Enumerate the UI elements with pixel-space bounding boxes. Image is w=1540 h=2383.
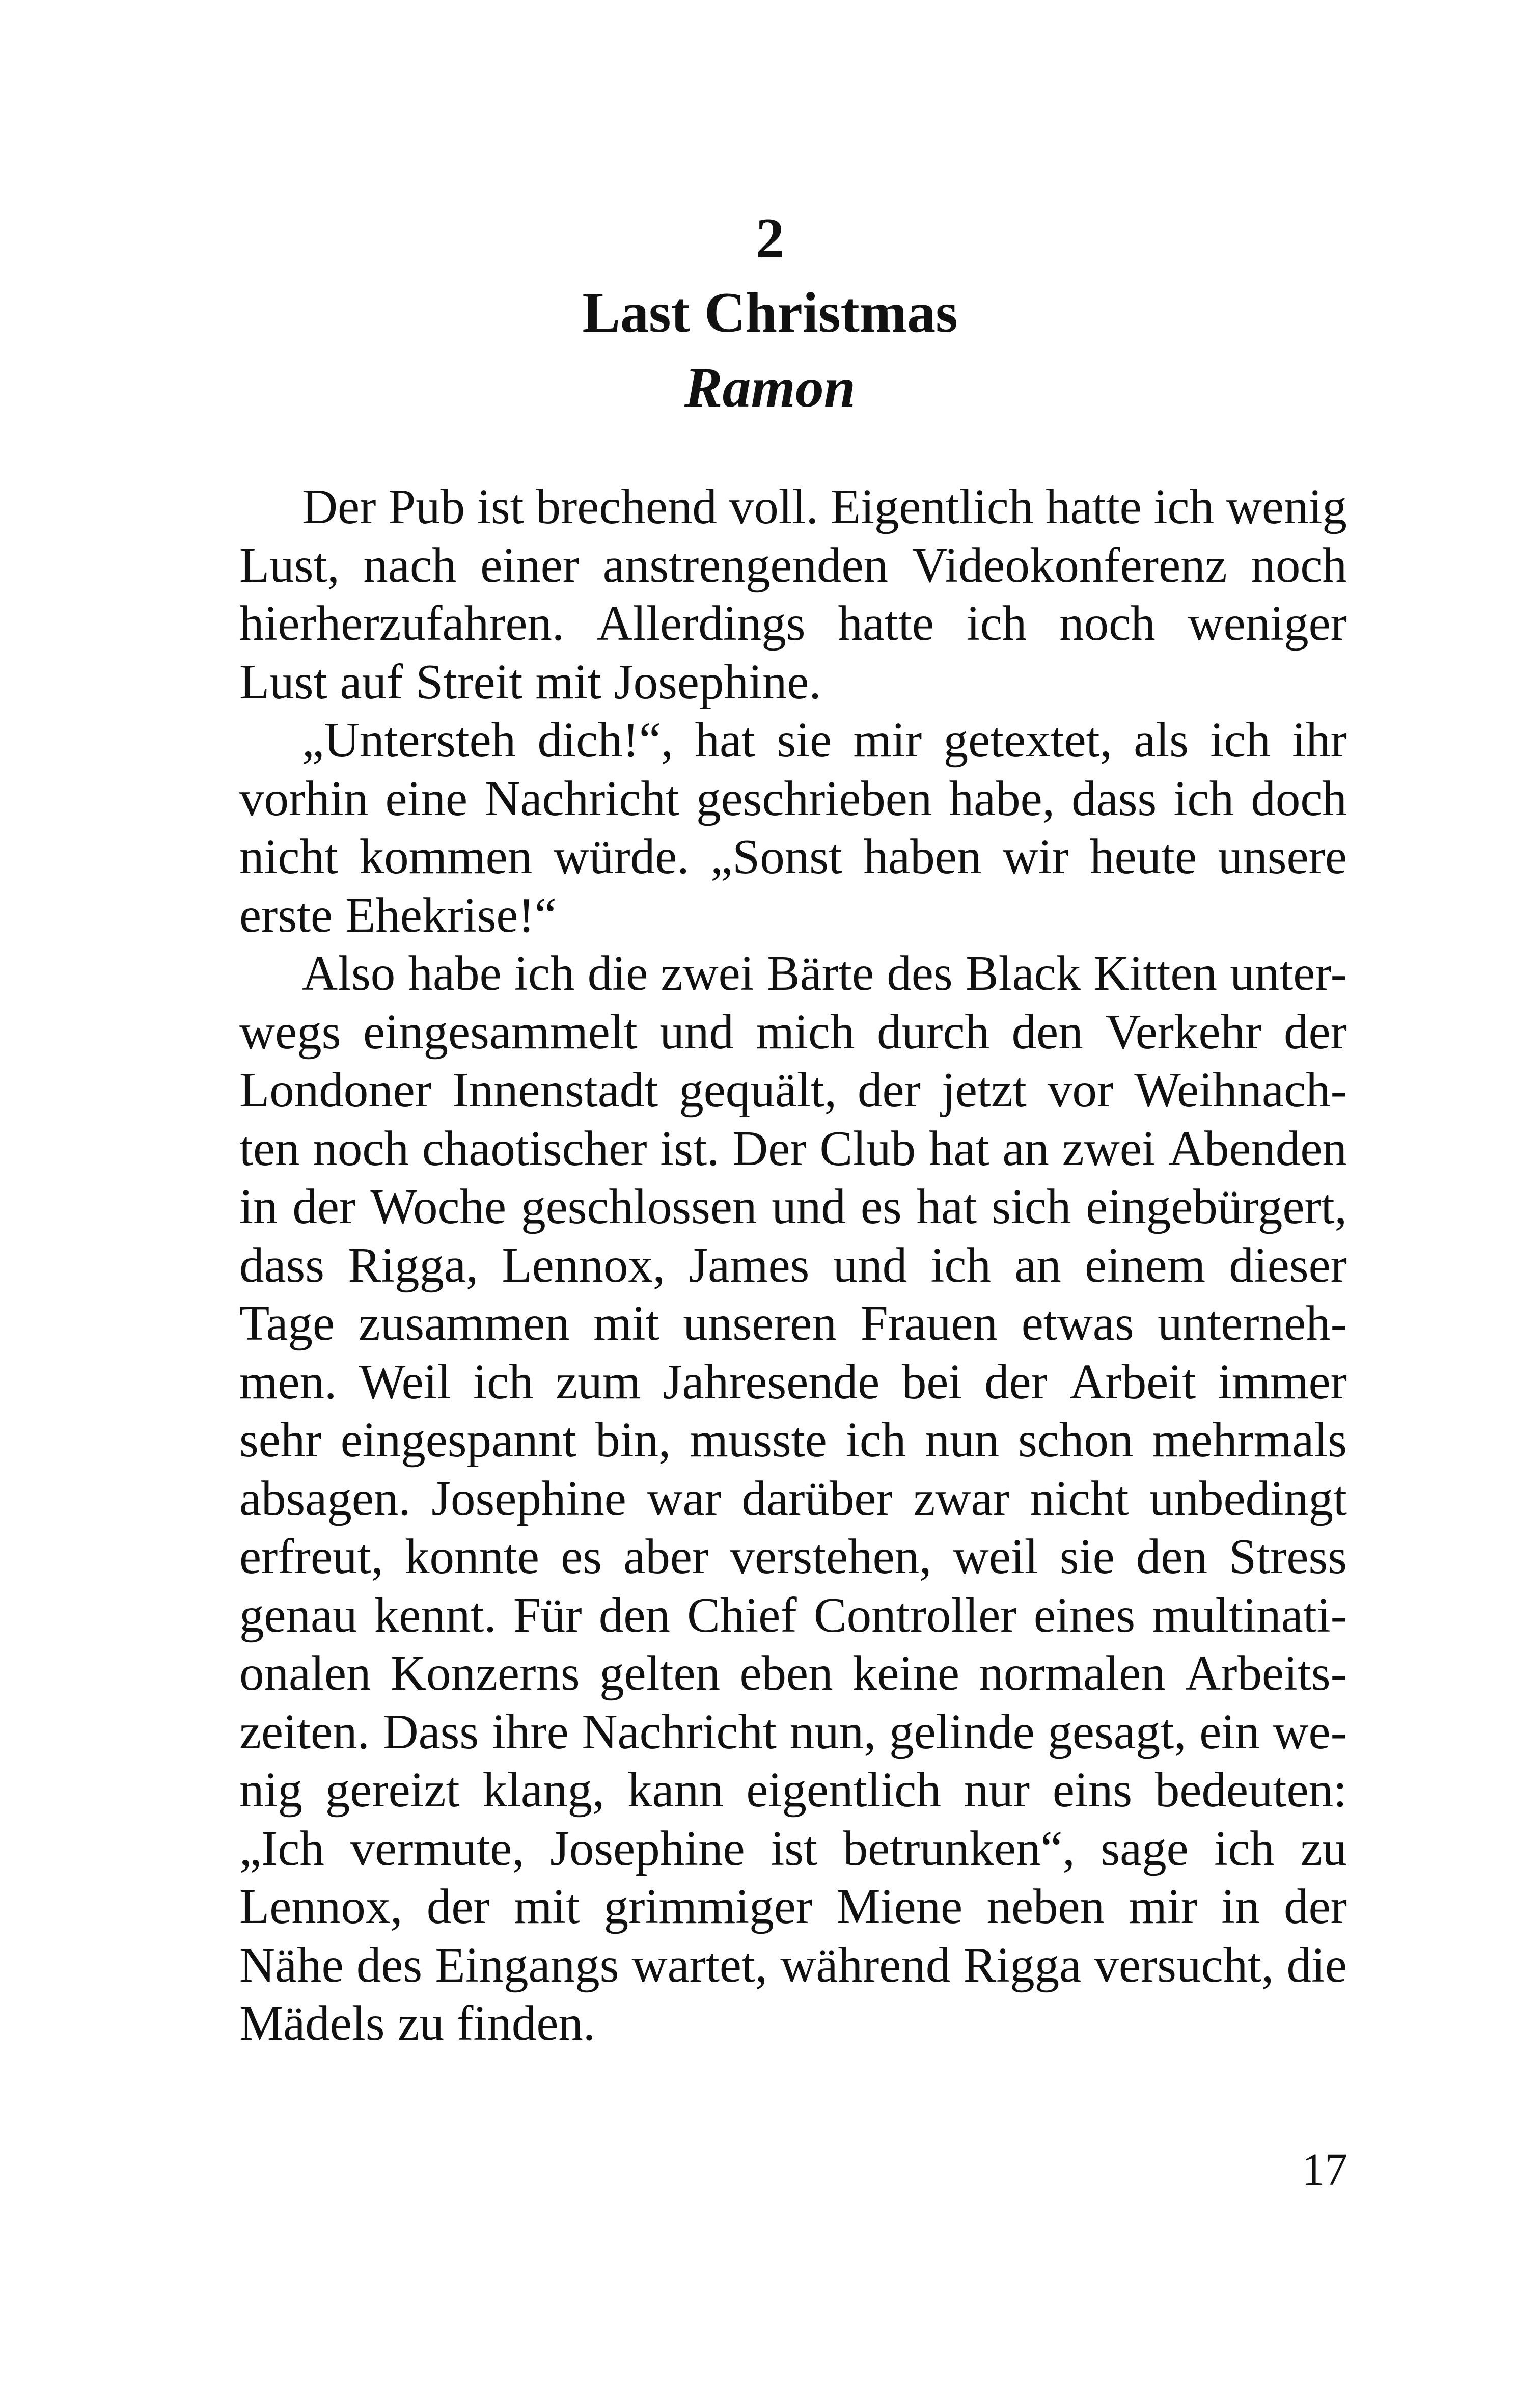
word: dich!“, [537,713,674,767]
word: Chief [687,1587,797,1642]
word: zwei [661,946,754,1000]
word: Innenstadt [452,1063,658,1117]
word: multinati- [1152,1587,1347,1642]
word: die [587,946,648,1000]
text-line [239,1820,1347,1878]
word: vorhin [239,771,369,826]
word: versucht, [1094,1937,1274,1992]
word: hierherzufahren. [239,596,565,651]
word: erfreut, [239,1529,383,1584]
word: würde. [553,829,690,884]
word: vermute, [350,1821,525,1876]
word: „Ich [239,1821,324,1876]
word: ein [1199,1704,1260,1759]
word: unterneh- [1158,1296,1347,1350]
word: die [1286,1937,1347,1992]
word: Nachricht [582,1704,777,1759]
word: nun, [789,1704,876,1759]
text-line [239,828,1347,886]
word: gereizt [325,1763,460,1817]
word: zwei [1062,1121,1156,1176]
word: mehrmals [1152,1413,1347,1467]
word: voll. [729,479,818,534]
word: eine [385,771,468,826]
word: mit [535,654,601,709]
word: ihr [1292,713,1347,767]
word: brechend [536,479,717,534]
text-line [239,1761,1347,1820]
text-line [239,1353,1347,1412]
word: nach [363,537,457,592]
word: nun [925,1413,999,1467]
word: mit [593,1296,659,1350]
word: ist [771,1821,817,1876]
word: den [1011,1004,1083,1059]
word: „Sonst [710,829,842,884]
word: Verkehr [1105,1004,1262,1059]
word: onalen [239,1646,371,1700]
word: Allerdings [597,596,806,651]
word: Für [513,1587,582,1642]
word: wenig [1226,479,1347,534]
word: ten [239,1121,300,1176]
word: Lust, [239,537,340,592]
text-line [239,886,1347,945]
word: gelinde [889,1704,1035,1759]
word: Londoner [239,1063,432,1117]
word: der [858,1063,921,1117]
word: kommen [359,829,533,884]
word: es [561,1529,602,1584]
word: konnte [404,1529,539,1584]
word: während [780,1937,951,1992]
word: ich [930,1237,991,1292]
word: in [1221,1879,1260,1934]
word: „Untersteh [302,713,516,767]
word: schon [1018,1413,1134,1467]
word: kann [627,1763,724,1817]
word: Abenden [1168,1121,1347,1176]
text-line [239,536,1347,595]
word: habe [408,946,502,1000]
word: ich [845,1413,906,1467]
text-line [239,478,1347,536]
word: hat [695,713,756,767]
word: Club [819,1121,916,1176]
text-line [239,1994,1347,2053]
word: Jahresende [663,1354,880,1409]
word: Der [732,1121,807,1176]
word: betrunken“, [843,1821,1075,1876]
word: der [426,1879,490,1934]
chapter-title: Last Christmas [582,281,958,344]
word: ist. [660,1121,720,1176]
word: Dass [382,1704,479,1759]
word: ich [473,1354,534,1409]
text-line [239,944,1347,1003]
word: Ehekrise!“ [345,887,557,942]
word: und [659,1004,734,1059]
word: dieser [1229,1237,1347,1292]
word: Nähe [239,1937,344,1992]
word: chaotischer [422,1121,647,1176]
word: zwar [913,1471,1009,1526]
text-line [239,1470,1347,1528]
word: wegs [239,1004,341,1059]
word: eins [1052,1763,1133,1817]
word: wir [1002,829,1069,884]
word: neben [986,1879,1105,1934]
word: hat [928,1121,989,1176]
chapter-narrator: Ramon [684,356,856,419]
word: Weihnach- [1134,1063,1347,1117]
word: zum [556,1354,641,1409]
text-line [239,594,1347,653]
text-line [239,1236,1347,1295]
word: Also [302,946,396,1000]
word: Woche [370,1179,507,1234]
word: Bärte [766,946,874,1000]
word: weil [953,1529,1038,1584]
word: unbedingt [1149,1471,1347,1526]
word: es [860,1179,902,1234]
word: an [1014,1237,1061,1292]
body-text [239,478,1347,2053]
word: noch [1059,596,1156,651]
word: wartet, [631,1937,768,1992]
word: zusammen [358,1296,570,1350]
word: eingesammelt [363,1004,638,1059]
word: mir [853,713,922,767]
word: sie [1059,1529,1115,1584]
word: ich [1214,1821,1275,1876]
word: Weil [359,1354,451,1409]
text-line [239,1411,1347,1470]
word: der [1284,1879,1347,1934]
word: bedeuten: [1154,1763,1347,1817]
word: verstehen, [730,1529,932,1584]
word: Josephine [550,1821,745,1876]
word: finden. [457,1996,596,2050]
word: kennt. [374,1587,497,1642]
word: den [1136,1529,1207,1584]
word: ist [477,479,524,534]
word: und [833,1237,908,1292]
word: Pub [388,479,465,534]
word: unseren [683,1296,837,1350]
word: haben [863,829,982,884]
word: ich [1210,713,1271,767]
text-line [239,711,1347,770]
word: Rigga [963,1937,1082,1992]
word: noch [1251,537,1347,592]
word: Lust [239,654,327,709]
word: klang, [482,1763,605,1817]
word: Eingangs [435,1937,619,1992]
word: nicht [1030,1471,1129,1526]
text-line [239,1703,1347,1762]
word: ich [966,596,1027,651]
word: sage [1101,1821,1189,1876]
word: geschrieben [696,771,932,826]
word: ich [1153,479,1215,534]
word: eingespannt [340,1413,576,1467]
word: heute [1090,829,1197,884]
word: men. [239,1354,337,1409]
text-line [239,1294,1347,1353]
word: Streit [416,654,523,709]
word: sie [777,713,832,767]
chapter-number: 2 [756,207,784,270]
word: eingebürgert, [1086,1179,1347,1234]
word: einem [1085,1237,1206,1292]
word: mir [1129,1879,1198,1934]
word: sich [992,1179,1071,1234]
word: weniger [1188,596,1347,651]
word: zu [397,1996,445,2050]
word: eines [1033,1587,1136,1642]
word: getextet, [943,713,1112,767]
text-line [239,1586,1347,1645]
word: der [1284,1004,1347,1059]
text-line [239,1644,1347,1703]
word: jetzt [941,1063,1027,1117]
word: anstrengenden [602,537,888,592]
word: Arbeit [1069,1354,1196,1409]
word: einer [480,537,580,592]
word: ich [514,946,575,1000]
word: durch [877,1004,990,1059]
word: immer [1218,1354,1347,1409]
word: normalen [979,1646,1166,1700]
text-line [239,1120,1347,1178]
word: eigentlich [746,1763,941,1817]
word: Mädels [239,1996,385,2050]
word: absagen. [239,1471,411,1526]
word: und [772,1179,846,1234]
text-line [239,1061,1347,1120]
text-line [239,1003,1347,1062]
text-line [239,1878,1347,1936]
word: keine [852,1646,960,1700]
word: Josephine. [614,654,821,709]
word: grimmiger [603,1879,813,1934]
word: Nachricht [484,771,679,826]
word: genau [239,1587,358,1642]
word: nicht [239,829,338,884]
word: habe, [949,771,1055,826]
word: den [598,1587,670,1642]
word: des [356,1937,423,1992]
word: Lennox, [239,1879,403,1934]
word: Eigentlich [830,479,1034,534]
word: ihre [491,1704,569,1759]
word: Der [302,479,376,534]
word: Stress [1229,1529,1347,1584]
word: hatte [838,596,934,651]
word: gesagt, [1048,1704,1187,1759]
text-line [239,1528,1347,1586]
word: zu [1300,1821,1347,1876]
word: Kitten [1093,946,1217,1000]
word: musste [690,1413,827,1467]
word: Lennox, [502,1237,666,1292]
word: vor [1047,1063,1114,1117]
word: bin, [595,1413,671,1467]
text-line [239,1936,1347,1995]
word: des [887,946,953,1000]
word: Arbeits- [1185,1646,1347,1700]
word: zeiten. [239,1704,370,1759]
word: hat [916,1179,977,1234]
word: dass [239,1237,325,1292]
word: erste [239,887,333,942]
word: unsere [1218,829,1347,884]
word: hatte [1046,479,1142,534]
word: noch [313,1121,409,1176]
word: mit [513,1879,580,1934]
word: Miene [836,1879,963,1934]
word: gelten [599,1646,721,1700]
word: nig [239,1763,302,1817]
word: sehr [239,1413,322,1467]
word: etwas [1021,1296,1134,1350]
word: Frauen [860,1296,998,1350]
word: Rigga, [348,1237,479,1292]
text-line [239,1178,1347,1236]
word: Black [965,946,1081,1000]
word: in [239,1179,278,1234]
word: Konzerns [390,1646,580,1700]
page-number: 17 [1302,2145,1348,2195]
word: ich [1173,771,1234,826]
word: mich [756,1004,855,1059]
word: Josephine [431,1471,626,1526]
word: unter- [1230,946,1347,1000]
word: Tage [239,1296,335,1350]
word: war [647,1471,721,1526]
word: we- [1273,1704,1347,1759]
word: bei [901,1354,963,1409]
word: nur [964,1763,1030,1817]
word: James [689,1237,810,1292]
text-line [239,653,1347,712]
word: eben [739,1646,833,1700]
word: darüber [741,1471,893,1526]
word: der [292,1179,356,1234]
word: dass [1071,771,1157,826]
word: aber [623,1529,709,1584]
word: als [1134,713,1189,767]
word: doch [1251,771,1347,826]
word: der [984,1354,1048,1409]
word: Controller [813,1587,1017,1642]
word: an [1002,1121,1049,1176]
word: geschlossen [521,1179,757,1234]
word: auf [340,654,403,709]
word: Videokonferenz [912,537,1227,592]
word: gequält, [679,1063,837,1117]
text-line [239,770,1347,828]
